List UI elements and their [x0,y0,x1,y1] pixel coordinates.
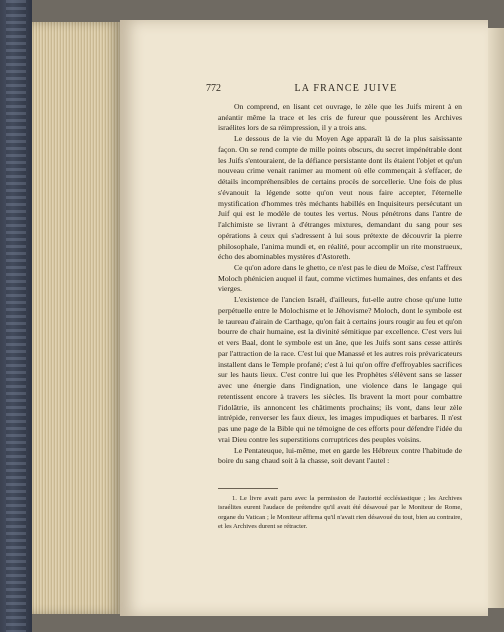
page-number: 772 [206,83,221,94]
paragraph-1: On comprend, en lisant cet ouvrage, le zèle que les Juifs mirent à en anéantir même la trace et les cris de fureur que poussèrent les Archives israélites lors de sa réimpression, il y a trois ans. [218,102,462,133]
book-binding [0,0,32,632]
main-text [218,102,462,467]
footnote-rule [218,488,278,489]
page-edges [32,22,120,614]
paragraph-4: L'existence de l'ancien Israël, d'ailleurs, fut-elle autre chose qu'une lutte perpétuelle entre le Molochisme et le Jéhovisme? Moloch, dont le symbole est le taureau d'airain de Carthage, qu'on fait à certains jours rougir au feu et qu'on bourre de chair humaine, est la divinité sémitique par excellence. C'est vers lui et vers Baal, dont le symbole est un âne, que les Juifs sont sans cesse attirés par l'attraction de la race. C'est lui que Manassé et les autres rois prévaricateurs installent dans le Temple profané; c'est à lui qu'on offre d'effroyables sacrifices sur les hauts lieux. C'est contre lui que les Prophètes s'élèvent sans se lasser avec une énergie dans l'indignation, une violence dans le langage qui retentissent encore à travers les siècles. Ils bravent la mort pour combattre l'idolâtrie, ils annoncent les châtiments prochains; ils vont, dans leur zèle intrépide, renverser les faux dieux, les images impudiques et barbares. Il n'est pas une page de la Bible qui ne témoigne de ces efforts pour défendre l'idée du vrai Dieu contre les superstitions corruptrices des peuples voisins. [218,295,462,444]
paragraph-5: Le Pentateuque, lui-même, met en garde les Hébreux contre l'habitude de boire du sang chaud soit à la chasse, soit devant l'autel : [218,445,462,466]
footnote-text: 1. Le livre avait paru avec la permission de l'autorité ecclésiastique ; les Archives israélites eurent l'audace de prétendre qu'il avait été désavoué par le Moniteur de Rome, organe du Vatican ; le Moniteur affirma qu'il n'avait rien désavoué du tout, bien au contraire, et les Archives durent se rétracter. [218,495,462,531]
paragraph-3: Ce qu'on adore dans le ghetto, ce n'est pas le dieu de Moïse, c'est l'affreux Moloch phénicien auquel il faut, comme victimes humaines, des enfants et des vierges. [218,263,462,294]
paragraph-2: Le dessous de la vie du Moyen Age apparaît là de la plus saisissante façon. On se rend compte de mille points obscurs, du secret impénétrable dont les Juifs s'entouraient, de la défiance persistante dont ils étaient l'objet et qu'un nouveau crime venait ranimer au moment où elle commençait à s'effacer, de détails incompréhensibles de certains procès de sorcellerie. Une fois de plus s'évanouit la légende sotte qu'on veut nous faire accepter, l'éternelle mystification d'hommes très méchants habillés en Inquisiteurs persécutant un Juif qui est le modèle de toutes les vertus. Nous pénétrons dans l'antre de l'alchimiste se livrant à d'étranges mixtures, demandant du sang pour ses opérations à ceux qui s'adressent à lui sous prétexte de découvrir la pierre philosophale, l'anima mundi et, en réalité, pour accomplir un rite monstrueux, écho des abominables mystères d'Astoreth. [218,134,462,262]
footnote [218,494,462,532]
running-title: LA FRANCE JUIVE [294,83,398,94]
facing-page-edge [488,28,504,608]
